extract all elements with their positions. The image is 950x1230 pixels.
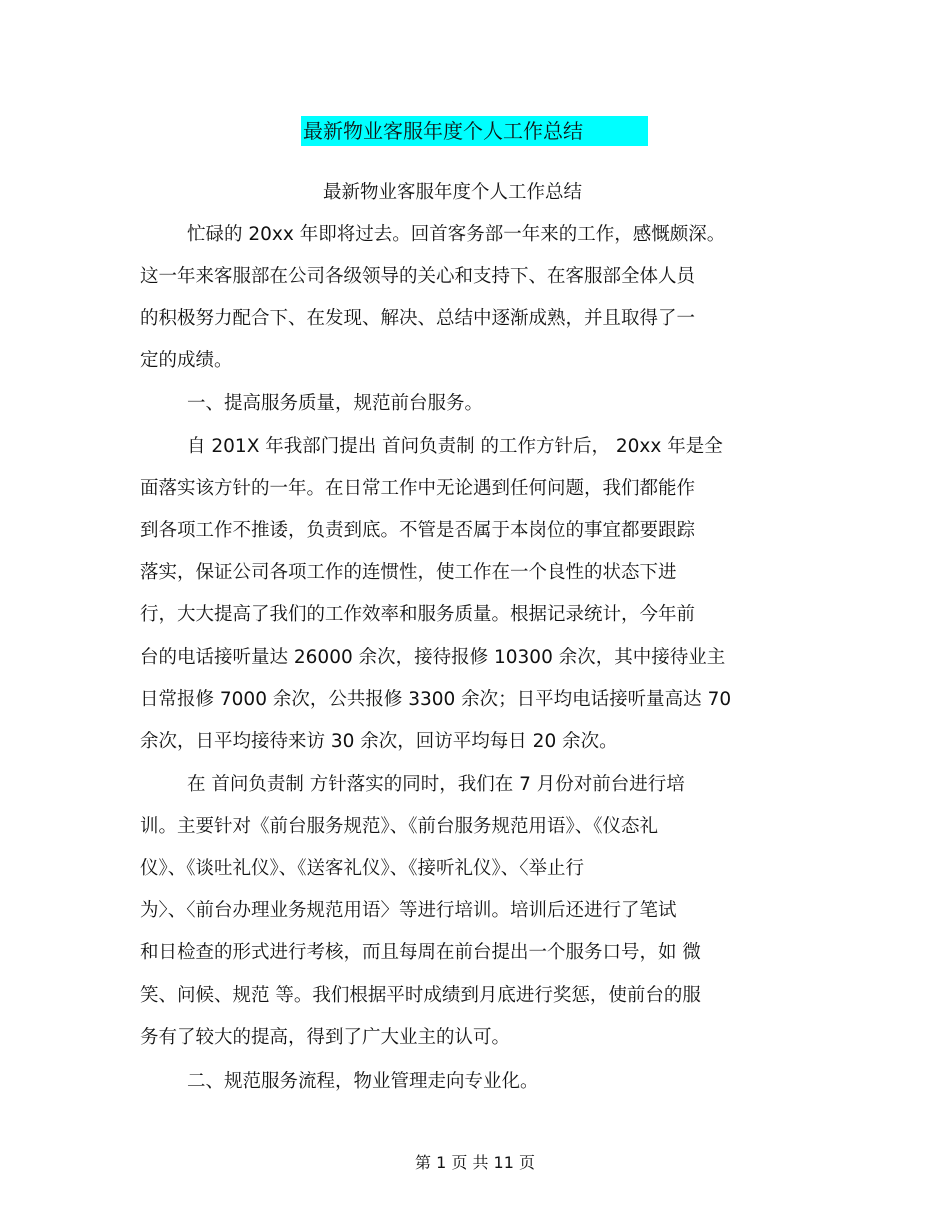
paragraph-line: 日常报修 7000 余次，公共报修 3300 余次；日平均电话接听量高达 70 xyxy=(140,689,732,710)
paragraph-line: 面落实该方针的一年。在日常工作中无论遇到任何问题，我们都能作 xyxy=(140,478,696,499)
title-text: 最新物业客服年度个人工作总结 xyxy=(303,119,583,143)
paragraph-line: 行，大大提高了我们的工作效率和服务质量。根据记录统计，今年前 xyxy=(140,604,696,625)
paragraph-line: 余次，日平均接待来访 30 余次，回访平均每日 20 余次。 xyxy=(140,731,618,752)
paragraph-line: 忙碌的 20xx 年即将过去。回首客务部一年来的工作，感慨颇深。 xyxy=(187,224,726,245)
section-heading: 一、提高服务质量，规范前台服务。 xyxy=(187,393,484,414)
paragraph-line: 和日检查的形式进行考核，而且每周在前台提出一个服务口号，如 微 xyxy=(140,942,701,963)
paragraph-line: 定的成绩。 xyxy=(140,350,233,371)
paragraph-line: 为〉、〈前台办理业务规范用语〉等进行培训。培训后还进行了笔试 xyxy=(140,900,677,921)
subtitle: 最新物业客服年度个人工作总结 xyxy=(323,182,583,203)
page-footer: 第 1 页 共 11 页 xyxy=(415,1153,535,1172)
paragraph-line: 落实，保证公司各项工作的连惯性，使工作在一个良性的状态下进 xyxy=(140,562,677,583)
paragraph-line: 务有了较大的提高，得到了广大业主的认可。 xyxy=(140,1027,511,1048)
section-heading: 二、规范服务流程，物业管理走向专业化。 xyxy=(187,1071,539,1092)
paragraph-line: 仪》、《谈吐礼仪》、《送客礼仪》、《接听礼仪》、〈举止行 xyxy=(140,858,585,879)
paragraph-line: 这一年来客服部在公司各级领导的关心和支持下、在客服部全体人员 xyxy=(140,266,696,287)
paragraph-line: 在 首问负责制 方针落实的同时，我们在 7 月份对前台进行培 xyxy=(187,774,685,795)
paragraph-line: 的积极努力配合下、在发现、解决、总结中逐渐成熟，并且取得了一 xyxy=(140,308,696,329)
paragraph-line: 笑、问候、规范 等。我们根据平时成绩到月底进行奖惩，使前台的服 xyxy=(140,985,701,1006)
paragraph-line: 到各项工作不推诿，负责到底。不管是否属于本岗位的事宜都要跟踪 xyxy=(140,520,696,541)
paragraph-line: 训。主要针对《前台服务规范》、《前台服务规范用语》、《仪态礼 xyxy=(140,816,659,837)
highlighted-title xyxy=(301,116,648,146)
paragraph-line: 自 201X 年我部门提出 首问负责制 的工作方针后， 20xx 年是全 xyxy=(187,436,723,457)
paragraph-line: 台的电话接听量达 26000 余次，接待报修 10300 余次，其中接待业主 xyxy=(140,647,726,668)
